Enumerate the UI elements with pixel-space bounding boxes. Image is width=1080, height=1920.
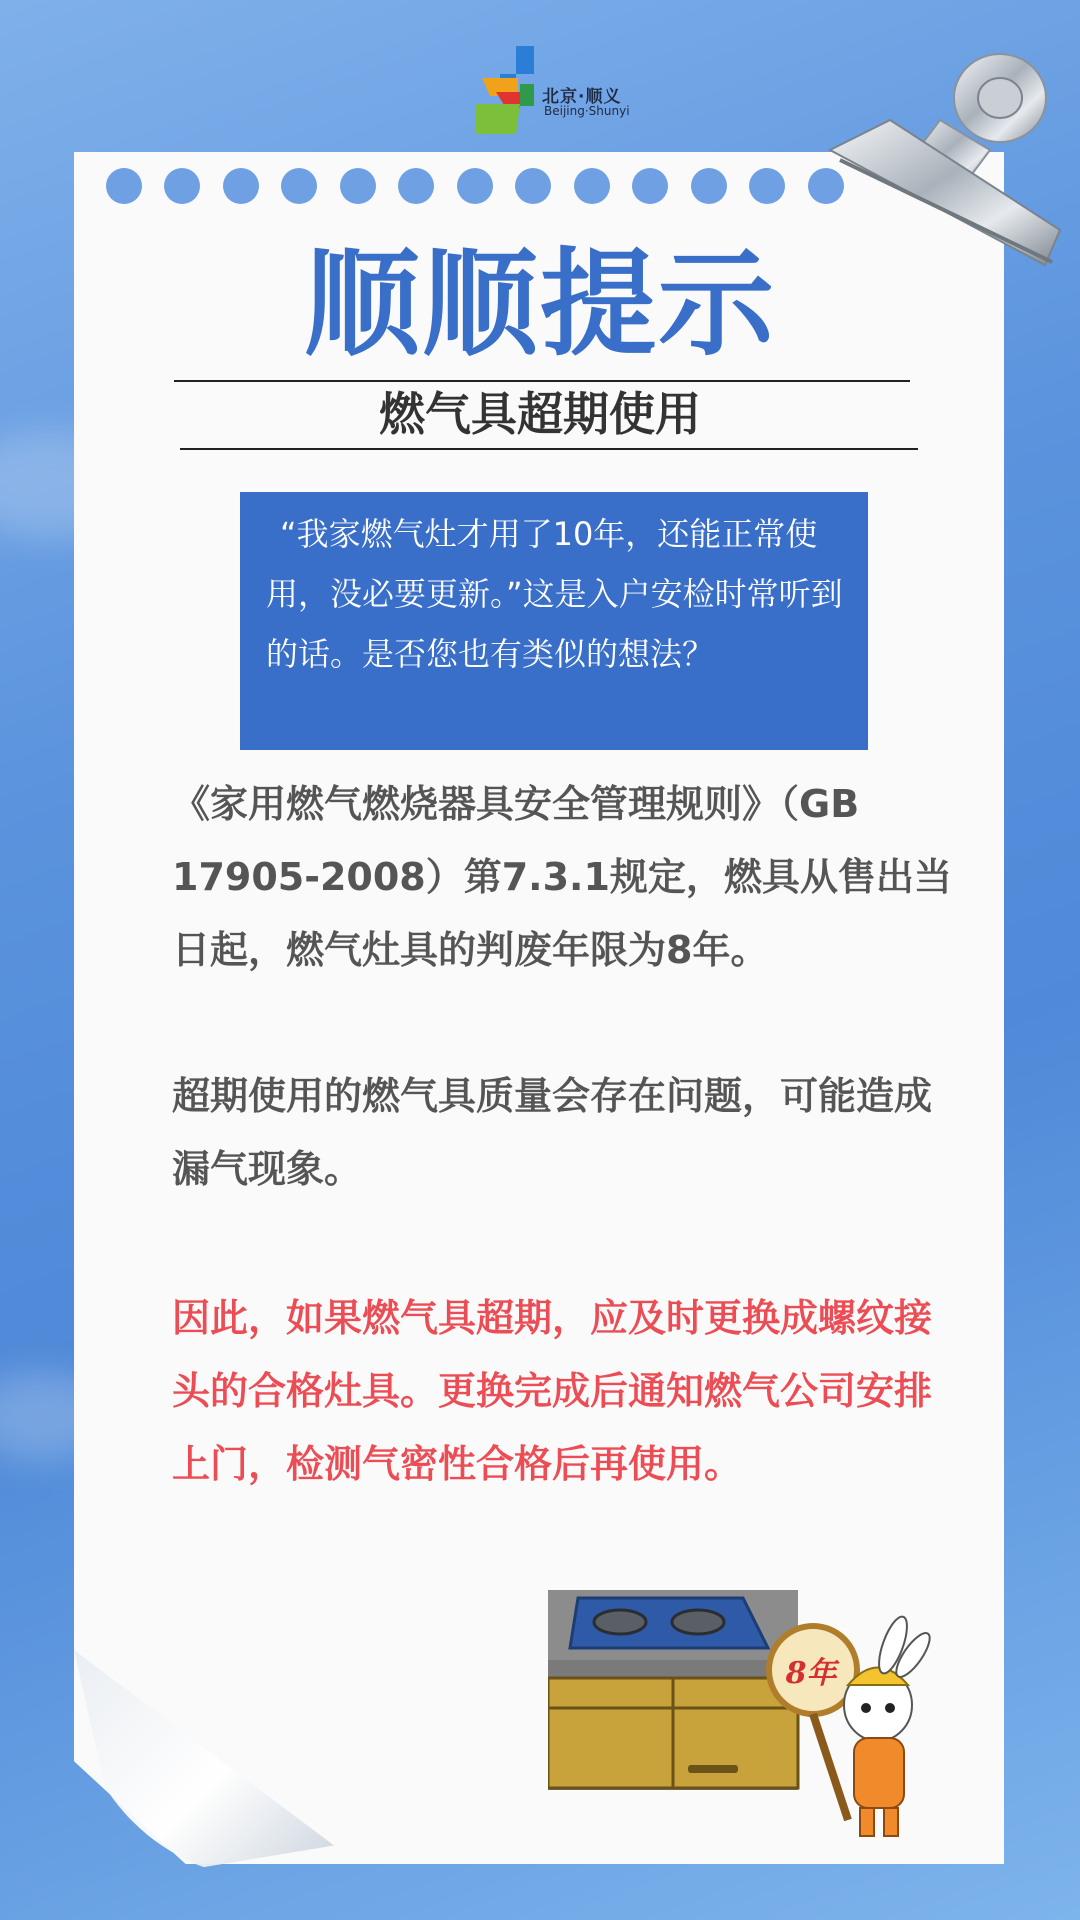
logo-name-cn: 北京·顺义 bbox=[542, 87, 622, 107]
binder-hole bbox=[106, 168, 142, 204]
quote-text: “我家燃气灶才用了10年，还能正常使用，没必要更新。”这是入户安检时常听到的话。是否您也有类似的想法？ bbox=[266, 515, 843, 673]
page-subtitle: 燃气具超期使用 bbox=[379, 387, 701, 441]
risk-paragraph: 超期使用的燃气具质量会存在问题，可能造成漏气现象。 bbox=[172, 1074, 933, 1191]
title-rule-top bbox=[174, 380, 910, 382]
advice-paragraph: 因此，如果燃气具超期，应及时更换成螺纹接头的合格灶具。更换完成后通知燃气公司安排上门，检测气密性合格后再使用。 bbox=[172, 1296, 933, 1486]
binder-hole bbox=[164, 168, 200, 204]
binder-hole bbox=[457, 168, 493, 204]
binder-hole bbox=[340, 168, 376, 204]
binder-hole bbox=[398, 168, 434, 204]
binder-hole bbox=[691, 168, 727, 204]
binder-hole bbox=[281, 168, 317, 204]
page-title: 顺顺提示 bbox=[304, 237, 776, 372]
binder-hole bbox=[574, 168, 610, 204]
binder-hole bbox=[223, 168, 259, 204]
binder-holes bbox=[106, 168, 866, 204]
binder-hole bbox=[749, 168, 785, 204]
stove-mascot-illustration bbox=[548, 1590, 968, 1870]
logo-mark-icon bbox=[476, 44, 546, 136]
binder-hole bbox=[632, 168, 668, 204]
brand-logo bbox=[476, 44, 636, 136]
quote-box bbox=[240, 492, 868, 750]
expiry-badge-text: 8年 bbox=[785, 1656, 837, 1691]
stove-illustration-icon bbox=[548, 1590, 968, 1870]
regulation-paragraph: 《家用燃气燃烧器具安全管理规则》（GB 17905-2008）第7.3.1规定，燃具从售出当日起，燃气灶具的判废年限为8年。 bbox=[172, 782, 952, 972]
title-rule-bottom bbox=[180, 448, 918, 450]
binder-hole bbox=[515, 168, 551, 204]
logo-name-en: Beijing·Shunyi bbox=[544, 104, 630, 118]
